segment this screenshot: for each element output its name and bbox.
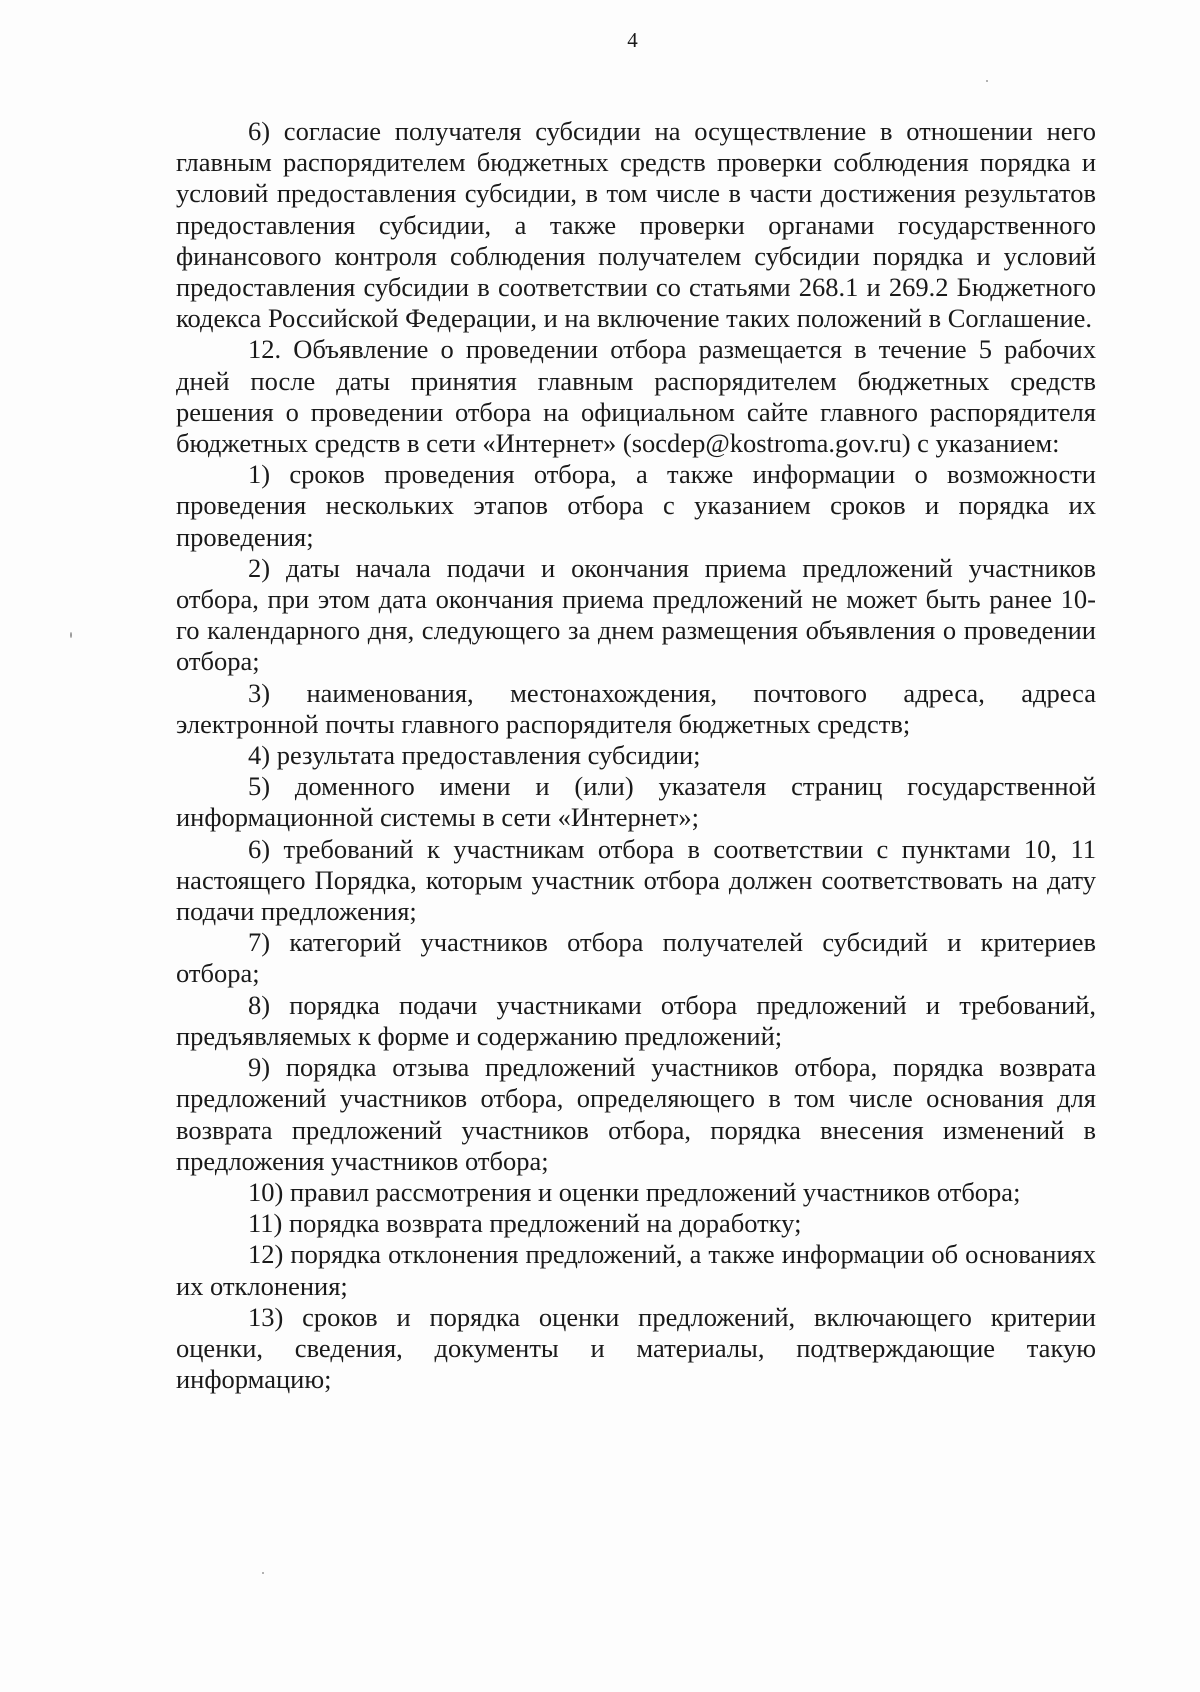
list-item-1: 1) сроков проведения отбора, а также информации о возможности проведения нескольких этапов отбора с указанием сроков и порядка их проведения; <box>176 459 1096 552</box>
list-item-4: 4) результата предоставления субсидии; <box>248 740 701 771</box>
paragraph-consent-item-6: 6) согласие получателя субсидии на осуществление в отношении него главным распорядителем бюджетных средств проверки соблюдения порядка и условий предоставления субсидии, в том числе в части достижения результатов предоставления субсидии, а также проверки органами государственного финансового контроля соблюдения получателем субсидии порядка и условий предоставления субсидии в соответствии со статьями 268.1 и 269.2 Бюджетного кодекса Российской Федерации, и на включение таких положений в Соглашение. <box>176 116 1096 334</box>
page-number: 4 <box>627 28 638 52</box>
list-item-12: 12) порядка отклонения предложений, а также информации об основаниях их отклонения; <box>176 1239 1096 1301</box>
list-item-3: 3) наименования, местонахождения, почтового адреса, адреса электронной почты главного распорядителя бюджетных средств; <box>176 677 1096 739</box>
paragraph-clause-12: 12. Объявление о проведении отбора размещается в течение 5 рабочих дней после даты принятия главным распорядителем бюджетных средств решения о проведении отбора на официальном сайте главного распорядителя бюджетных средств в сети «Интернет» (socdep@kostroma.gov.ru) с указанием: <box>176 334 1096 459</box>
scan-speck <box>70 632 72 638</box>
list-item-5: 5) доменного имени и (или) указателя страниц государственной информационной системы в сети «Интернет»; <box>176 771 1096 833</box>
scan-speck <box>262 1572 264 1574</box>
list-item-9: 9) порядка отзыва предложений участников отбора, порядка возврата предложений участников отбора, определяющего в том числе основания для возврата предложений участников отбора, порядка внесения изменений в предложения участников отбора; <box>176 1052 1096 1176</box>
list-item-6: 6) требований к участникам отбора в соответствии с пунктами 10, 11 настоящего Порядка, которым участник отбора должен соответствовать на дату подачи предложения; <box>176 833 1096 927</box>
list-item-2: 2) даты начала подачи и окончания приема предложений участников отбора, при этом дата окончания приема предложений не может быть ранее 10-го календарного дня, следующего за днем размещения объявления о проведении отбора; <box>176 552 1096 677</box>
list-item-11: 11) порядка возврата предложений на доработку; <box>248 1208 802 1239</box>
scan-speck <box>986 80 988 82</box>
document-body <box>176 116 1096 1395</box>
list-item-8: 8) порядка подачи участниками отбора предложений и требований, предъявляемых к форме и содержанию предложений; <box>176 989 1096 1051</box>
list-item-10: 10) правил рассмотрения и оценки предложений участников отбора; <box>248 1176 1021 1207</box>
list-item-7: 7) категорий участников отбора получателей субсидий и критериев отбора; <box>176 927 1096 989</box>
list-item-13: 13) сроков и порядка оценки предложений, включающего критерии оценки, сведения, документы и материалы, подтверждающие такую информацию; <box>176 1301 1096 1395</box>
